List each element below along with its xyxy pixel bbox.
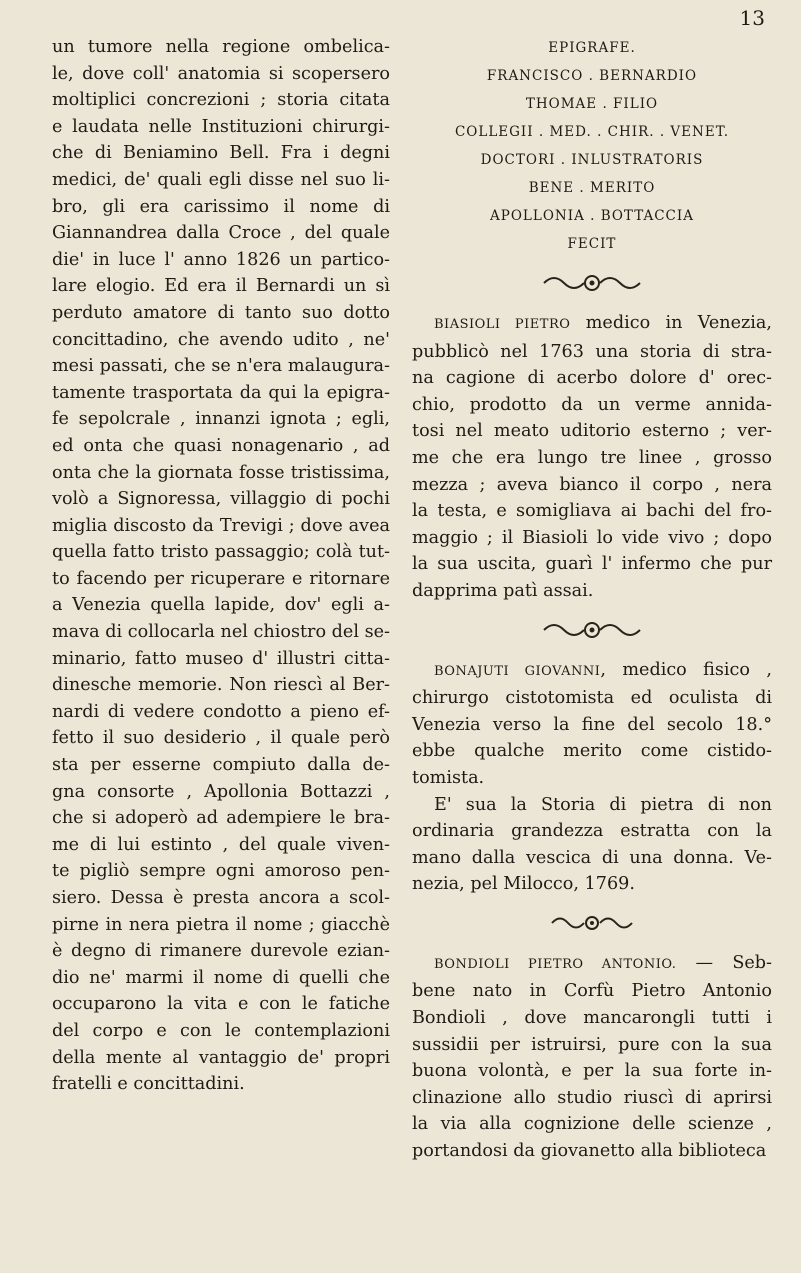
- text-line: nezia, pel Milocco, 1769.: [412, 874, 635, 895]
- entry-name: BIASIOLI PIETRO: [434, 317, 571, 332]
- text-line: dinesche memorie. Non riescì al Ber-: [52, 675, 390, 696]
- text-line: quella fatto tristo passaggio; colà tut-: [52, 542, 390, 563]
- text-line: le, dove coll' anatomia si scopersero: [52, 63, 390, 84]
- text-line: occuparono la vita e con le fatiche: [52, 994, 390, 1015]
- text-line: die' in luce l' anno 1826 un partico-: [52, 249, 390, 270]
- epigraph: [412, 34, 772, 258]
- text-line: volò a Signoressa, villaggio di pochi: [52, 489, 390, 510]
- text-line: Venezia verso la fine del secolo 18.°: [412, 714, 772, 735]
- text-line: na cagione di acerbo dolore d' orec-: [412, 368, 772, 389]
- text-line: fe sepolcrale , innanzi ignota ; egli,: [52, 409, 390, 430]
- text-line: a Venezia quella lapide, dov' egli a-: [52, 595, 390, 616]
- entry-heading-line: [412, 950, 772, 979]
- epigraph-line: DOCTORI . INLUSTRATORIS: [480, 152, 704, 168]
- text-line: me che era lungo tre linee , grosso: [412, 447, 772, 468]
- text-line: lare elogio. Ed era il Bernardi un sì: [52, 276, 390, 297]
- text-line: sussidii per istruirsi, pure con la sua: [412, 1034, 772, 1055]
- text-line: mano dalla vescica di una donna. Ve-: [412, 847, 772, 868]
- text-line: chirurgo cistotomista ed oculista di: [412, 688, 772, 709]
- text-line: to facendo per ricuperare e ritornare: [52, 568, 390, 589]
- epigraph-line: FRANCISCO . BERNARDIO: [486, 68, 698, 84]
- text-line: tamente trasportata da qui la epigra-: [52, 382, 390, 403]
- entry-name: BONDIOLI PIETRO ANTONIO.: [434, 956, 677, 972]
- text-line: clinazione allo studio riuscì di aprirsi: [412, 1087, 772, 1108]
- text-line: portandosi da giovanetto alla biblioteca: [412, 1141, 767, 1162]
- text-line: fratelli e concittadini.: [52, 1074, 245, 1095]
- entry-heading-line: [412, 310, 772, 339]
- text-line: è degno di rimanere durevole ezian-: [52, 941, 390, 962]
- text-line: tomista.: [412, 767, 485, 788]
- text-line: chio, prodotto da un verme annida-: [412, 394, 772, 415]
- text-line: concittadino, che avendo udito , ne': [52, 329, 390, 350]
- text-line: che di Beniamino Bell. Fra i degni: [52, 143, 390, 164]
- text-line: la testa, e somigliava ai bachi del fro-: [412, 501, 772, 522]
- text-line: onta che la giornata fosse tristissima,: [52, 462, 390, 483]
- entry-heading-text: — Seb-: [676, 952, 772, 973]
- text-line: sta per esserne compiuto dalla de-: [52, 755, 390, 776]
- text-line: pubblicò nel 1763 una storia di stra-: [412, 341, 772, 362]
- text-line: mesi passati, che se n'era malaugura-: [52, 356, 390, 377]
- text-line: Giannandrea dalla Croce , del quale: [52, 223, 390, 244]
- entry-heading-line: [412, 657, 772, 686]
- text-line: dapprima patì assai.: [412, 580, 594, 601]
- left-column-text: [52, 34, 390, 1098]
- epigraph-line: EPIGRAFE.: [548, 40, 636, 56]
- text-line: ed onta che quasi nonagenario , ad: [52, 435, 390, 456]
- text-line: bene nato in Corfù Pietro Antonio: [412, 981, 772, 1002]
- text-line: me di lui estinto , del quale viven-: [52, 834, 390, 855]
- epigraph-line: FECIT: [567, 236, 617, 252]
- epigraph-line: THOMAE . FILIO: [525, 96, 659, 112]
- text-line: Bondioli , dove mancarongli tutti i: [412, 1008, 772, 1029]
- text-line: che si adoperò ad adempiere le bra-: [52, 808, 390, 829]
- text-line: mezza ; aveva bianco il corpo , nera: [412, 474, 772, 495]
- text-line: buona volontà, e per la sua forte in-: [412, 1061, 772, 1082]
- text-line: della mente al vantaggio de' propri: [52, 1047, 390, 1068]
- text-line: moltiplici concrezioni ; storia citata: [52, 90, 390, 111]
- text-line: maggio ; il Biasioli lo vide vivo ; dopo: [412, 527, 772, 548]
- right-column: [412, 34, 772, 1165]
- text-line: ordinaria grandezza estratta con la: [412, 821, 772, 842]
- epigraph-line: COLLEGII . MED. . CHIR. . VENET.: [454, 124, 730, 140]
- text-line: E' sua la Storia di pietra di non: [434, 794, 772, 815]
- text-line: pirne in nera pietra il nome ; giacchè: [52, 914, 390, 935]
- entry-bonajuti: [412, 657, 772, 898]
- text-line: del corpo e con le contemplazioni: [52, 1020, 390, 1041]
- text-line: fetto il suo desiderio , il quale però: [52, 728, 390, 749]
- text-line: perduto amatore di tanto suo dotto: [52, 302, 390, 323]
- ornament-2: [412, 619, 772, 641]
- text-line: miglia discosto da Trevigi ; dove avea: [52, 515, 390, 536]
- text-line: nardi di vedere condotto a pieno ef-: [52, 701, 390, 722]
- text-line: mava di collocarla nel chiostro del se-: [52, 622, 390, 643]
- text-line: medici, de' quali egli disse nel suo li-: [52, 169, 390, 190]
- text-line: un tumore nella regione ombelica-: [52, 37, 390, 57]
- entry-heading-text: medico in Venezia,: [570, 313, 772, 333]
- text-line: minario, fatto museo d' illustri citta-: [52, 648, 390, 669]
- ornament-3: [412, 912, 772, 934]
- text-line: la sua uscita, guarì l' infermo che pur: [412, 554, 772, 575]
- entry-heading-text: , medico fisico ,: [600, 659, 772, 680]
- epigraph-line: APOLLONIA . BOTTACCIA: [490, 208, 694, 224]
- text-line: siero. Dessa è presta ancora a scol-: [52, 888, 390, 908]
- text-line: e laudata nelle Instituzioni chirurgi-: [52, 116, 390, 137]
- ornament-1: [412, 272, 772, 294]
- entry-name: BONAJUTI GIOVANNI: [434, 663, 601, 679]
- page-number: 13: [739, 6, 765, 30]
- text-line: la via alla cognizione delle scienze ,: [412, 1114, 772, 1135]
- epigraph-line: BENE . MERITO: [528, 180, 656, 196]
- text-line: bro, gli era carissimo il nome di: [52, 196, 390, 217]
- entry-bondioli: [412, 950, 772, 1165]
- text-line: te pigliò sempre ogni amoroso pen-: [52, 861, 390, 882]
- text-line: gna consorte , Apollonia Bottazzi ,: [52, 781, 390, 802]
- text-line: dio ne' marmi il nome di quelli che: [52, 967, 390, 988]
- entry-biasioli: [412, 310, 772, 605]
- text-line: tosi nel meato uditorio esterno ; ver-: [412, 421, 772, 442]
- text-line: ebbe qualche merito come cistido-: [412, 741, 772, 762]
